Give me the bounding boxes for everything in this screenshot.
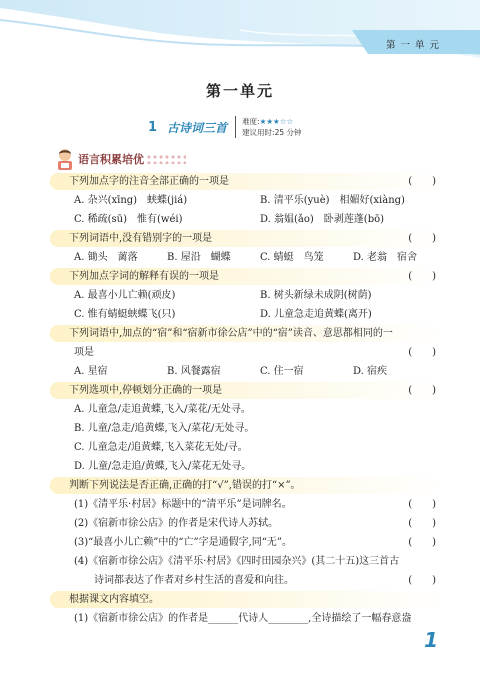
question-3 [54,267,446,286]
judge-item-1 [74,495,446,514]
option-c: C. 蜻蜓 鸟笼 [260,252,324,263]
option-c: C. 儿童急走/追黄蝶,飞入菜花无处/寻。 [74,442,248,453]
answer-blank[interactable]: ( ) [408,537,436,548]
judge-text: (2)《宿新市徐公店》的作者是宋代诗人苏轼。 [74,518,279,529]
header-band [0,0,480,62]
answer-blank[interactable]: ( ) [408,233,436,244]
option-a: A. 最喜小儿亡赖(顽皮) [74,290,176,301]
option-b: B. 屋沿 蝴蝶 [167,252,231,263]
lesson-meta [242,116,301,138]
judge-text: (3)“最喜小儿亡赖”中的“亡”字是通假字,同“无”。 [74,537,293,548]
difficulty-label: 难度: [242,117,260,126]
question-1 [54,172,446,191]
question-6 [54,476,446,495]
lesson-number: 1 [148,119,158,135]
lesson-heading [148,116,302,138]
question-text: 下列词语中,加点的“宿”和“宿新市徐公店”中的“宿”读音、意思都相同的一 [69,327,393,339]
question-text: 下列词语中,没有错别字的一项是 [69,232,213,244]
question-text: 下列加点字词的解释有误的一项是 [69,270,219,282]
option-b: B. 风餐露宿 [167,366,221,377]
judge-text: (4)《宿新市徐公店》《清平乐·村居》《四时田园杂兴》(其二十五)这三首古 [74,556,400,567]
option-b: B. 儿童/急走/追黄蝶,飞入/菜花/无处寻。 [74,423,255,434]
question-text: 下列加点字的注音全部正确的一项是 [69,175,229,187]
option-d: D. 儿童急走追黄蝶(离开) [260,309,372,320]
option-c: C. 住一宿 [260,366,304,377]
judge-text: 诗词都表达了作者对乡村生活的喜爱和向往。 [94,575,294,586]
option-a: A. 儿童急/走追黄蝶,飞入/菜花/无处寻。 [74,404,251,415]
answer-blank[interactable]: ( ) [408,499,436,510]
question-text: 判断下列说法是否正确,正确的打“√”,错误的打“×”。 [69,479,301,491]
option-b: B. 树头新绿未成阴(树荫) [260,290,372,301]
option-d: D. 宿疾 [353,366,388,377]
judge-item-4-cont [94,571,446,590]
answer-blank[interactable]: ( ) [408,347,436,358]
question-text: 下列选项中,停顿划分正确的一项是 [69,384,223,396]
judge-item-2 [74,514,446,533]
section-title: 语言积累培优 [78,153,144,166]
judge-text: (1)《清平乐·村居》标题中的“清平乐”是词牌名。 [74,499,292,510]
option-d: D. 儿童/急走追/黄蝶,飞入/菜花无处寻。 [74,461,252,472]
judge-item-3 [74,533,446,552]
answer-blank[interactable]: ( ) [408,575,436,586]
answer-blank[interactable]: ( ) [408,176,436,187]
option-a: A. 锄头 蓠落 [74,252,138,263]
difficulty-stars: ★★★☆☆ [259,117,294,126]
question-list [54,172,446,628]
question-text-continued [74,343,446,362]
unit-tag: 第 一 单 元 [386,40,441,51]
answer-blank[interactable]: ( ) [408,518,436,529]
judge-item-4 [74,552,446,571]
decorative-dots [146,154,186,164]
fill-item-1[interactable]: (1)《宿新市徐公店》的作者是______代诗人________,全诗描绘了一幅春意盎 [74,613,412,624]
page-title: 第一单元 [205,82,274,100]
question-4 [54,324,446,343]
option-c: C. 稀疏(sū) 惟有(wéi) [74,214,183,225]
page-number: 1 [424,628,438,652]
answer-blank[interactable]: ( ) [408,271,436,282]
option-c: C. 惟有蜻蜓蛱蝶飞(只) [74,309,176,320]
divider [235,116,236,138]
lesson-name: 古诗词三首 [167,120,228,135]
time-note: 建议用时:25 分钟 [242,128,302,137]
answer-blank[interactable]: ( ) [408,385,436,396]
option-d: D. 翁媪(ǎo) 卧剥莲蓬(bō) [260,214,385,225]
section-banner [54,146,186,172]
option-a: A. 杂兴(xīng) 蛱蝶(jiá) [74,195,188,206]
option-d: D. 老翁 宿舍 [353,252,418,263]
question-text: 根据课文内容填空。 [69,593,159,605]
question-5 [54,381,446,400]
question-7 [54,590,446,609]
question-2 [54,229,446,248]
option-a: A. 星宿 [74,366,108,377]
option-b: B. 清平乐(yuè) 相媚好(xiàng) [260,195,405,206]
student-icon [54,147,76,171]
question-text-line: 项是 [74,347,94,358]
